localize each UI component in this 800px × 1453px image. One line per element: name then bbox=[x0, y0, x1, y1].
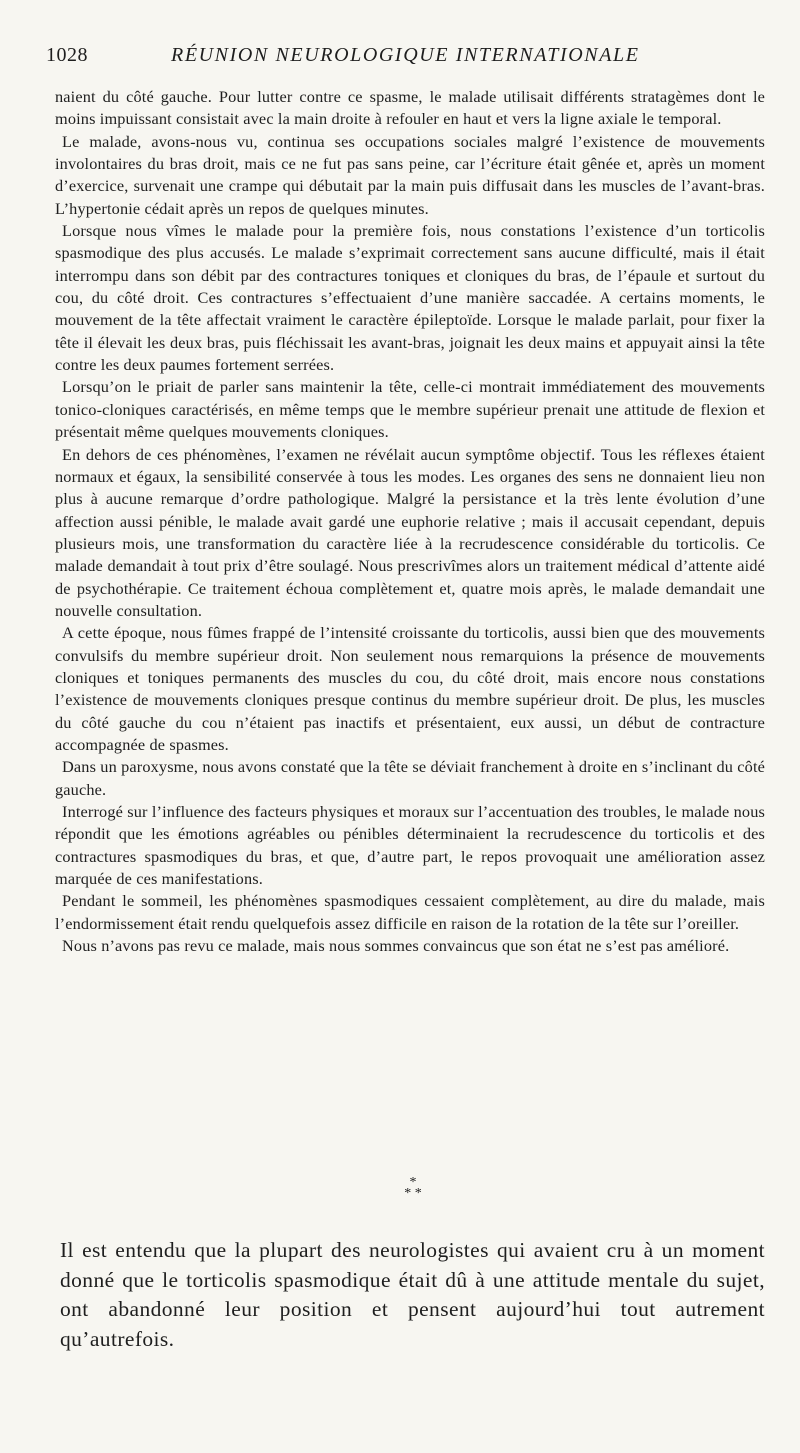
paragraph: Lorsque nous vîmes le malade pour la première fois, nous constations l’existence d’un torticolis spasmodique des plus accusés. Le malade s’exprimait correctement sans aucune difficulté, mais il était interrompu dans son débit par des contractures toniques et cloniques du bras, de l’épaule et surtout du cou, du côté droit. Ces contractures s’effectuaient d’une manière saccadée. A certains moments, le mouvement de la tête affectait vraiment le caractère épileptoïde. Lorsque le malade parlait, pour fixer la tête il élevait les deux bras, puis fléchissait les avant-bras, joignait les deux mains et appuyait ainsi la tête contre les deux paumes fortement serrées. bbox=[55, 221, 765, 375]
paragraph: Lorsqu’on le priait de parler sans maintenir la tête, celle-ci montrait immédiatement des mouvements tonico-cloniques caractérisés, en même temps que le membre supérieur prenait une attitude de flexion et présentait même quelques mouvements cloniques. bbox=[55, 377, 765, 442]
paragraph: naient du côté gauche. Pour lutter contre ce spasme, le malade utilisait différents stratagèmes dont le moins impuissant consistait avec la main droite à refouler en haut et vers la ligne axiale le temporal. bbox=[55, 87, 765, 129]
paragraph: Interrogé sur l’influence des facteurs physiques et moraux sur l’accentuation des troubles, le malade nous répondit que les émotions agréables ou pénibles déterminaient la recrudescence du torticolis et des contractures spasmodiques du bras, et que, d’autre part, le repos provoquait une amélioration assez marquée de ces manifestations. bbox=[55, 802, 765, 889]
paragraph: Dans un paroxysme, nous avons constaté que la tête se déviait franchement à droite en s’inclinant du côté gauche. bbox=[55, 757, 765, 799]
running-title: RÉUNION NEUROLOGIQUE INTERNATIONALE bbox=[171, 44, 640, 66]
paragraph: A cette époque, nous fûmes frappé de l’intensité croissante du torticolis, aussi bien que des mouvements convulsifs du membre supérieur droit. Non seulement nous remarquions la présence de mouvements cloniques et toniques permanents des muscles du cou, du côté droit, mais encore nous constations l’existence de mouvements cloniques presque continus du membre supérieur droit. De plus, les muscles du côté gauche du cou n’étaient pas inactifs et présentaient, eux aussi, un début de contracture accompagnée de spasmes. bbox=[55, 623, 765, 754]
paragraph: En dehors de ces phénomènes, l’examen ne révélait aucun symptôme objectif. Tous les réflexes étaient normaux et égaux, la sensibilité conservée à tous les modes. Les organes des sens ne donnaient lieu non plus à aucune remarque d’ordre pathologique. Malgré la persistance et la très lente évolution d’une affection aussi pénible, le malade avait gardé une euphorie relative ; mais il accusait cependant, depuis plusieurs mois, une transformation du caractère liée à la recrudescence considérable du torticolis. Ce malade demandait à tout prix d’être soulagé. Nous prescrivîmes alors un traitement médical d’attente aidé de psychothérapie. Ce traitement échoua complètement et, quatre mois après, le malade demandait une nouvelle consultation. bbox=[55, 444, 765, 620]
paragraph: Nous n’avons pas revu ce malade, mais nous sommes convaincus que son état ne s’est pas amélioré. bbox=[62, 936, 730, 956]
asterism-bottom: * * bbox=[404, 1186, 422, 1201]
paragraph: Pendant le sommeil, les phénomènes spasmodiques cessaient complètement, au dire du malade, mais l’endormissement était rendu quelquefois assez difficile en raison de la rotation de la tête sur l’oreiller. bbox=[55, 891, 765, 933]
body-text bbox=[55, 86, 765, 957]
section-asterism bbox=[395, 1177, 431, 1199]
asterism-top: * bbox=[409, 1175, 417, 1190]
page-number: 1028 bbox=[46, 44, 88, 66]
paragraph: Le malade, avons-nous vu, continua ses occupations sociales malgré l’existence de mouvements involontaires du bras droit, mais ce ne fut pas sans peine, car l’écriture était gênée et, après un moment d’exercice, survenait une crampe qui débutait par la main puis diffusait dans les muscles de l’avant-bras. L’hypertonie cédait après un repos de quelques minutes. bbox=[55, 131, 765, 218]
closing-paragraph: Il est entendu que la plupart des neurologistes qui avaient cru à un moment donné que le torticolis spasmodique était dû à une attitude mentale du sujet, ont abandonné leur position et pensent aujourd’hui tout autrement qu’autrefois. bbox=[60, 1238, 765, 1351]
page-header bbox=[46, 44, 754, 74]
closing-section bbox=[60, 1236, 765, 1354]
